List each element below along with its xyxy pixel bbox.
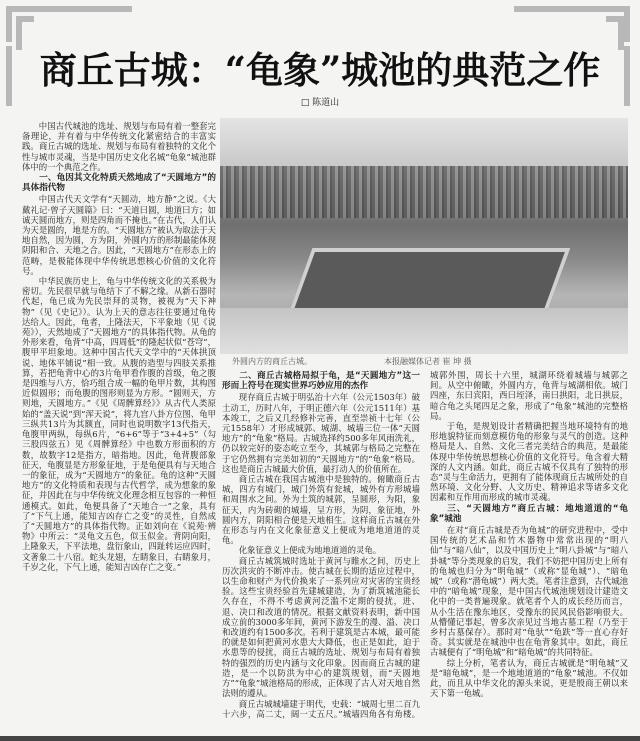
paragraph: 商丘古城在我国古城池中是独特的。俯瞰商丘古城，四方有城门，城门外筑有瓮城，城外有方形城墙和周围水之间。外为土筑的城郭，呈圆形，为阳，象征天，内为砖砌的城墙，呈方形，为阴，象征地，外圆内方，阴阳相合便是天地相生。这样商丘古城在外在形态与内在文化象征意义上便成为地地道道的灵龟。	[222, 474, 420, 546]
bottom-rule	[0, 736, 640, 741]
photo-credit: 本报融媒体记者 崔 坤 摄	[384, 357, 472, 366]
article-columns-2-3	[222, 370, 628, 719]
paragraph: 现存商丘古城于明弘治十六年（公元1503年）破土动工，历时八年，于明正德六年（公元1511年）基本竣工，之后又几经修补完善，直至崇祯十七年（公元1558年）才形成城郭、城湖、城墙三位一体“天圆地方”的“龟象”格局。古城选择约500多年风雨洗礼，仍以较完好的姿态屹立至今，其城郭与格局之完整在于它仍然拥有完美如初的“天圆地方”的“龟象”格局。这也是商丘古城最大价值，最打动人的价值所在。	[222, 392, 420, 474]
byline: □ 陈道山	[300, 98, 340, 108]
article-column-1	[22, 121, 216, 572]
paragraph: 中华民族历史上，龟与中华传统文化的关系极为密切。先民很早就与龟结下了不解之缘。从新石器时代起，龟已成为先民崇拜的灵物，被视为“天下神物”（见《史记》）。认为上天的意志往往要通过龟传达给人。因此，龟者，上隆法天，下平象地（见《说苑》），天然地成了“天圆地方”的具体指代物。从龟的外形来看，龟背“中高，四周低”的隆起状似“苍穹”，腹甲平坦象地。这种中国古代天文学中的“天体拱顶说、地体平铺说”相一致。从腹的造型与四肢关系推算，若把龟背中心的3片龟甲看作腹的首级，龟之腹是四维与八方，恰巧组合成一幅的龟甲片数，其构图近似圆形；而龟腹的图形则显为方形。“圆则天，方则地，天圆地方。”《见《周髀算经》》从古代人类原始的“盖天说”到“浑天说”，将九宫八卦方位图、龟甲三纵共13片为其额直，同时也说明数字13代指天，龟腹甲两纵，每纵6片，“6+6”等于“3+4+5”（勾三股四弦五）见《周髀算经》中也数方形面积的方数，故数字12是指方，暗指地。因此，龟背腹部象征天，龟腹显是方形象征地，于是龟便具有与天地合一的象征，成为“天圆地方”的象征。龟的这种“天圆地方”的文化特质和表现与古代哲学，成为想象的象征，并因此在与中华传统文化理念相互包容的一种恒通模式。如此，龟便具备了“天地合一”之象，具有了“下气上通，能知吉凶存亡之变”的灵性，自然成了“天圆地方”的具体指代物。正如刘向在《说苑·辨物》中所云：“灵龟文五色，似玉似金。背阴向阳，上隆象天，下平法地，盘衍象山，四趾转运应四时，文著象二十八宿。蛇头龙翅，左睛象日，右睛象月，千岁之化，下气上通，能知吉凶存亡之变。”	[22, 276, 216, 572]
paragraph: 在对“商丘古城是否为龟城”的研究进程中，受中国传统的艺术品和竹木器物中常常出现的“明八仙”与“暗八仙”，以及中国历史上“明八卦城”与“暗八卦城”等分类现象的启发，我们不妨把中国历史上所有的龟城也归分为“明龟城”（或称“显龟城”）、“暗龟城”（或称“潜龟城”）两大类。笔者注意到，古代城池中的“暗龟城”现象，是中国古代城池规划设计建造文化中的一类普遍现象。就笔者个人的成长经历而言，从小生活在豫东地区，受豫东的民风民俗影响很大。从懵懂记事起，曾多次亲见过当地古墓工程（乃至于乡村古墓保存）。那时对“龟驮”“龟趺”等一直心存好奇。其实就是在城池中也在龟背象其中。如此，商丘古城便有了“明龟城”和“暗龟城”的共同特征。	[430, 525, 628, 658]
paragraph: 商丘古城筑城时选址于黄河与睢水之间，历史上历次洪灾的不断冲击。使古城在长期的适应过程中，以生命和财产为代价换来了一系列应对灾害的宝贵经验。这些宝贵经验首先建城建造，为了新筑城池能长久存在，不得不考虑黄河泛滥不定期的侵扰，进、退、决口和改道的情况。根据文献资料表明，新中国成立前的3000多年间，黄河下游发生的漫、溢、决口和改道约有1500多次。若利于建筑是古本城，最可能的就是如何把黄河水患大大降低，也正是如此，迫于水患等的侵扰，商丘古城的选址、规划与布局有着独特的强烈的历史内涵与文化印象。因而商丘古城的建造，是一个以防洪为中心的建筑规划，而“天圆地方”“龟象”城池格局的形成，正体现了古人对天地自然法则的遵从。	[222, 555, 420, 699]
paragraph: 于龟，是规划设计者精确把握当地环境特有的地形地貌特征而刻意模仿龟的形象与灵气的创造。这种格局是人、自然、文化三者完美结合的典范，是最能体现中华传统思想核心价值的文化符号。龟含着大精深的人文内涵。如此，商丘古城不仅具有了独特的形态“灵与生命活力，更拥有了能体现商丘古城所处的自然环境、文化分野、人文历史、精神追求等诸多文化因素和互作用而形成的城市灵魂。	[430, 421, 628, 503]
section-heading-1: 一、龟因其文化特质天然地成了“天圆地方”的具体指代物	[22, 173, 216, 194]
page-title: 商丘古城：“龟象”城池的典范之作	[39, 48, 601, 92]
decorative-border	[606, 16, 624, 50]
paragraph: 综上分析，笔者认为，商丘古城就是“明龟城”又是“暗龟城”，是一个地地道道的“龟象”城池。不仅如此，而且从中华文化的源头来说，更是殷商王朝以来天下第一龟城。	[430, 657, 628, 699]
paragraph: 中国古代天文学有“天圆动，地方静”之说。《大戴礼记·曾子天圆篇》曰：“天道曰圆，地道曰方；如诚天圆而地方，则是四角而不掩也。”在古代，人们认为天是圆的，地是方的。“天圆地方”被认为取法于天地自然，因为圆，方为阴，外圆内方的形制最能体现阴阳和合、天地之合。因此，“天圆地方”在形态上的范畴，是极能体现中华传统思想核心价值的文化符号。	[22, 194, 216, 276]
photo-caption: 外圆内方的商丘古城。	[232, 357, 312, 366]
paragraph: 商丘古城城墙建于明代，史载：“城周七里二百九十六步，高二丈，阔一丈五尺。”城墙四角各有角楼。城郭外围，周长十六里，城湖环绕着城墙与城郭之间。从空中俯瞰，外圆内方，龟背与城湖相依。城门四座，东曰宾阳，西曰垤泽，南曰拱阳，北曰拱辰，暗合龟之头尾四足之象，形成了“龟象”城池的完整格局。	[222, 370, 628, 719]
section-heading-2: 二、商丘古城格局拟于龟，是“天圆地方”这一形而上符号在现实世界巧妙应用的杰作	[222, 371, 420, 392]
decorative-border	[16, 16, 34, 50]
section-heading-3: 三、“天圆地方”商丘古城：地地道道的“龟象”城池	[430, 503, 628, 524]
paragraph: 化象征意义上便成为地地道道的灵龟。	[238, 545, 382, 556]
intro-paragraph: 中国古代城池的选址、规划与布局有着一整套完备理论，并有着与中华传统文化紧密结合的丰富实践。商丘古城的选址、规划与布局有着独特的文化个性与城市灵魂，当是中国历史文化名城“龟象”城池群体中的一个典范之作。	[22, 121, 216, 172]
aerial-photo-shangqiu-old-city	[220, 118, 628, 354]
